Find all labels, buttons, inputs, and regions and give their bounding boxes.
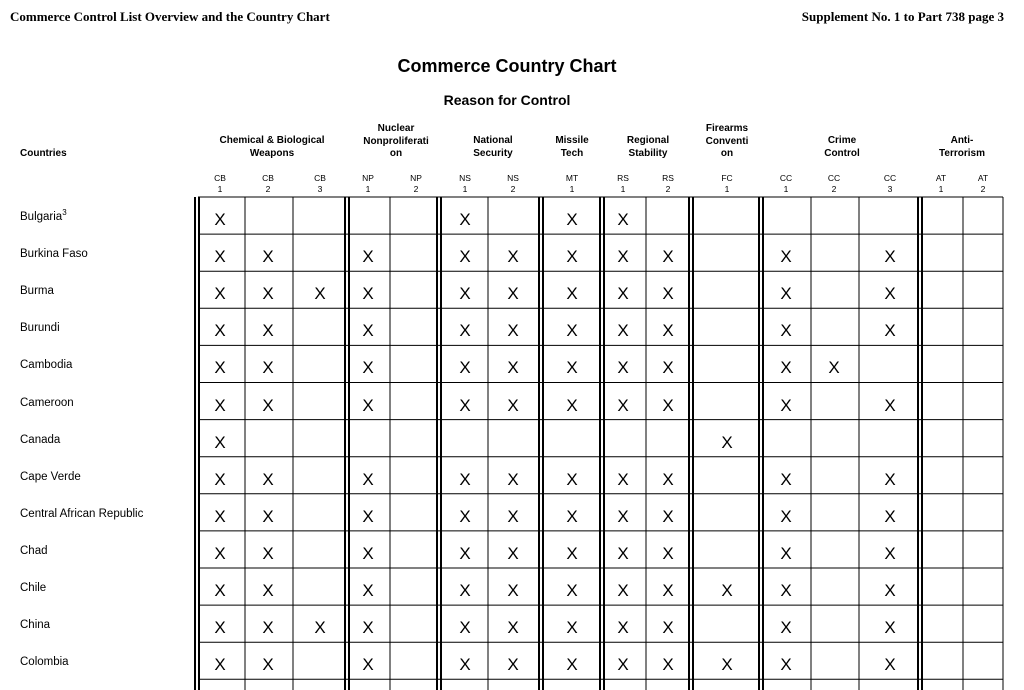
control-mark: X [314, 284, 326, 304]
country-name [20, 582, 46, 594]
control-mark: X [662, 655, 674, 675]
control-mark: X [362, 543, 374, 563]
column-code: FC [721, 173, 733, 183]
control-mark: X [262, 618, 274, 638]
column-number: 1 [783, 183, 789, 194]
country-name [20, 471, 81, 483]
control-mark: X [214, 581, 226, 600]
control-mark: X [884, 321, 896, 341]
control-mark: X [459, 655, 471, 675]
control-mark: X [566, 247, 578, 267]
group-header-line: on [389, 148, 403, 159]
control-mark: X [780, 581, 792, 600]
control-mark: X [459, 321, 471, 341]
group-header-line: Nonproliferati [363, 135, 429, 147]
control-mark: X [662, 543, 674, 563]
chart-title: Commerce Country Chart [397, 56, 617, 76]
group-header-line: Missile [555, 135, 589, 146]
control-mark: X [617, 358, 629, 378]
column-code: NS [459, 173, 471, 183]
group-header-line: Control [824, 147, 860, 159]
control-mark: X [721, 432, 733, 452]
control-mark: X [459, 358, 471, 378]
control-mark: X [214, 506, 226, 526]
control-mark: X [459, 284, 471, 304]
column-number: 2 [265, 183, 271, 194]
control-mark: X [262, 395, 274, 415]
column-code: CC [883, 173, 897, 183]
control-mark: X [780, 395, 792, 415]
column-code: RS [662, 173, 674, 183]
control-mark: X [617, 543, 629, 563]
control-mark: X [362, 321, 374, 341]
control-mark: X [617, 210, 629, 229]
country-name [20, 208, 67, 223]
control-mark: X [507, 543, 519, 563]
control-mark: X [566, 581, 578, 600]
column-code: CC [779, 173, 793, 183]
control-mark: X [884, 655, 896, 675]
control-mark: X [662, 469, 674, 489]
country-name [20, 248, 88, 260]
group-header-line: Chemical & Biological [219, 135, 325, 146]
column-number: 2 [665, 183, 671, 194]
control-mark: X [362, 506, 374, 526]
page-header-right: Supplement No. 1 to Part 738 page 3 [801, 9, 1004, 24]
country-name-text: Chile [20, 582, 47, 594]
control-mark: X [262, 655, 274, 675]
group-header-line: Crime [827, 135, 857, 146]
control-mark: X [828, 358, 840, 378]
column-number: 3 [317, 183, 323, 194]
control-mark: X [214, 469, 226, 489]
group-header-line: National [473, 135, 513, 146]
control-mark: X [459, 247, 471, 267]
control-mark: X [662, 247, 674, 267]
column-code: AT [977, 173, 989, 183]
control-mark: X [214, 618, 226, 638]
control-mark: X [362, 358, 374, 378]
control-mark: X [566, 506, 578, 526]
control-mark: X [262, 358, 274, 378]
column-number: 1 [569, 183, 575, 194]
control-mark: X [721, 655, 733, 675]
group-header-line: Regional [626, 135, 670, 146]
control-mark: X [507, 581, 519, 600]
column-code: NP [410, 173, 422, 183]
column-number: 2 [413, 183, 419, 194]
country-name-text: Canada [20, 433, 61, 446]
footnote-marker: 3 [62, 208, 67, 218]
control-mark: X [566, 358, 578, 378]
control-mark: X [362, 284, 374, 304]
control-mark: X [262, 321, 274, 341]
control-mark: X [662, 618, 674, 638]
country-name-text: Cambodia [20, 359, 73, 372]
control-mark: X [507, 284, 519, 304]
control-mark: X [617, 618, 629, 638]
control-mark: X [507, 469, 519, 489]
control-mark: X [214, 247, 226, 267]
group-header-line: Tech [560, 147, 584, 159]
chart-subtitle: Reason for Control [443, 92, 571, 108]
country-name-text: Burkina Faso [20, 248, 88, 261]
control-mark: X [362, 247, 374, 267]
control-mark: X [566, 395, 578, 415]
control-mark: X [507, 247, 519, 267]
country-name [20, 656, 69, 668]
country-name [20, 359, 72, 371]
group-header-line: Stability [628, 147, 668, 159]
control-mark: X [566, 655, 578, 675]
country-name-text: Burma [20, 285, 54, 298]
control-mark: X [459, 395, 471, 415]
control-mark: X [780, 469, 792, 489]
control-mark: X [662, 506, 674, 526]
group-header-line: Nuclear [377, 123, 415, 134]
control-mark: X [566, 618, 578, 638]
control-mark: X [662, 284, 674, 304]
control-mark: X [884, 395, 896, 415]
column-number: 1 [938, 183, 944, 194]
control-mark: X [617, 284, 629, 304]
control-mark: X [214, 358, 226, 378]
control-mark: X [507, 618, 519, 638]
control-mark: X [362, 469, 374, 489]
country-name-text: Colombia [20, 656, 69, 669]
control-mark: X [566, 210, 578, 229]
control-mark: X [780, 506, 792, 526]
control-mark: X [362, 655, 374, 675]
column-number: 1 [462, 183, 468, 194]
control-mark: X [884, 469, 896, 489]
control-mark: X [780, 618, 792, 638]
control-mark: X [507, 655, 519, 675]
control-mark: X [459, 469, 471, 489]
control-mark: X [262, 284, 274, 304]
page-header-left: Commerce Control List Overview and the Country Chart [10, 9, 330, 24]
column-number: 2 [510, 183, 516, 194]
country-name-text: Central African Republic [20, 507, 144, 520]
country-name-text: Cameroon [20, 396, 74, 409]
country-name-text: China [20, 619, 51, 632]
group-header-line: Firearms [705, 123, 749, 134]
group-header-line: Weapons [249, 147, 295, 159]
control-mark: X [507, 321, 519, 341]
control-mark: X [617, 247, 629, 267]
control-mark: X [459, 210, 471, 229]
control-mark: X [617, 321, 629, 341]
country-name [20, 285, 54, 297]
control-mark: X [617, 506, 629, 526]
control-mark: X [214, 284, 226, 304]
control-mark: X [780, 543, 792, 563]
control-mark: X [459, 618, 471, 638]
control-mark: X [214, 432, 226, 452]
group-header-line: Anti- [950, 135, 974, 146]
column-number: 2 [831, 183, 837, 194]
country-name [20, 508, 143, 520]
control-mark: X [362, 581, 374, 600]
column-code: CB [314, 173, 326, 183]
control-mark: X [884, 543, 896, 563]
column-number: 1 [365, 183, 371, 194]
control-mark: X [262, 247, 274, 267]
column-code: NS [507, 173, 519, 183]
column-number: 1 [724, 183, 730, 194]
column-number: 1 [217, 183, 223, 194]
country-name [20, 397, 74, 409]
control-mark: X [884, 247, 896, 267]
control-mark: X [662, 581, 674, 600]
control-mark: X [780, 655, 792, 675]
control-mark: X [662, 321, 674, 341]
control-mark: X [617, 395, 629, 415]
control-mark: X [362, 618, 374, 638]
control-mark: X [262, 469, 274, 489]
control-mark: X [884, 618, 896, 638]
country-name-text: Chad [20, 544, 48, 557]
column-code: NP [362, 173, 374, 183]
control-mark: X [566, 543, 578, 563]
group-header-line: Conventi [705, 135, 749, 147]
column-code: CB [214, 173, 226, 183]
control-mark: X [314, 618, 326, 638]
control-mark: X [214, 395, 226, 415]
control-mark: X [780, 321, 792, 341]
control-mark: X [780, 284, 792, 304]
country-name-text: Cape Verde [20, 470, 81, 483]
country-name [20, 434, 60, 446]
control-mark: X [459, 581, 471, 600]
control-mark: X [662, 358, 674, 378]
group-header-line: Terrorism [939, 147, 985, 159]
column-code: CB [262, 173, 274, 183]
control-mark: X [459, 506, 471, 526]
group-header-line: on [720, 148, 734, 159]
control-mark: X [721, 581, 733, 600]
control-mark: X [617, 581, 629, 600]
control-mark: X [459, 543, 471, 563]
control-mark: X [214, 655, 226, 675]
control-mark: X [884, 284, 896, 304]
country-name-text: Bulgaria [20, 211, 63, 223]
control-mark: X [884, 581, 896, 600]
control-mark: X [262, 506, 274, 526]
column-number: 3 [887, 183, 893, 194]
control-mark: X [662, 395, 674, 415]
column-code: MT [565, 173, 579, 183]
country-name [20, 619, 50, 631]
column-number: 2 [980, 183, 986, 194]
control-mark: X [214, 321, 226, 341]
control-mark: X [566, 284, 578, 304]
group-header-line: Security [473, 147, 513, 159]
control-mark: X [214, 543, 226, 563]
control-mark: X [262, 543, 274, 563]
column-code: AT [935, 173, 947, 183]
control-mark: X [617, 469, 629, 489]
control-mark: X [617, 655, 629, 675]
column-code: CC [827, 173, 841, 183]
control-mark: X [362, 395, 374, 415]
control-mark: X [507, 358, 519, 378]
control-mark: X [780, 358, 792, 378]
control-mark: X [780, 247, 792, 267]
control-mark: X [884, 506, 896, 526]
control-mark: X [507, 506, 519, 526]
country-name-text: Burundi [20, 322, 60, 335]
control-mark: X [214, 210, 226, 229]
control-mark: X [566, 321, 578, 341]
control-mark: X [566, 469, 578, 489]
control-mark: X [507, 395, 519, 415]
column-number: 1 [620, 183, 626, 194]
column-code: RS [617, 173, 629, 183]
countries-column-header: Countries [20, 148, 67, 159]
country-name [20, 322, 60, 334]
country-name [20, 545, 48, 557]
control-mark: X [262, 581, 274, 600]
